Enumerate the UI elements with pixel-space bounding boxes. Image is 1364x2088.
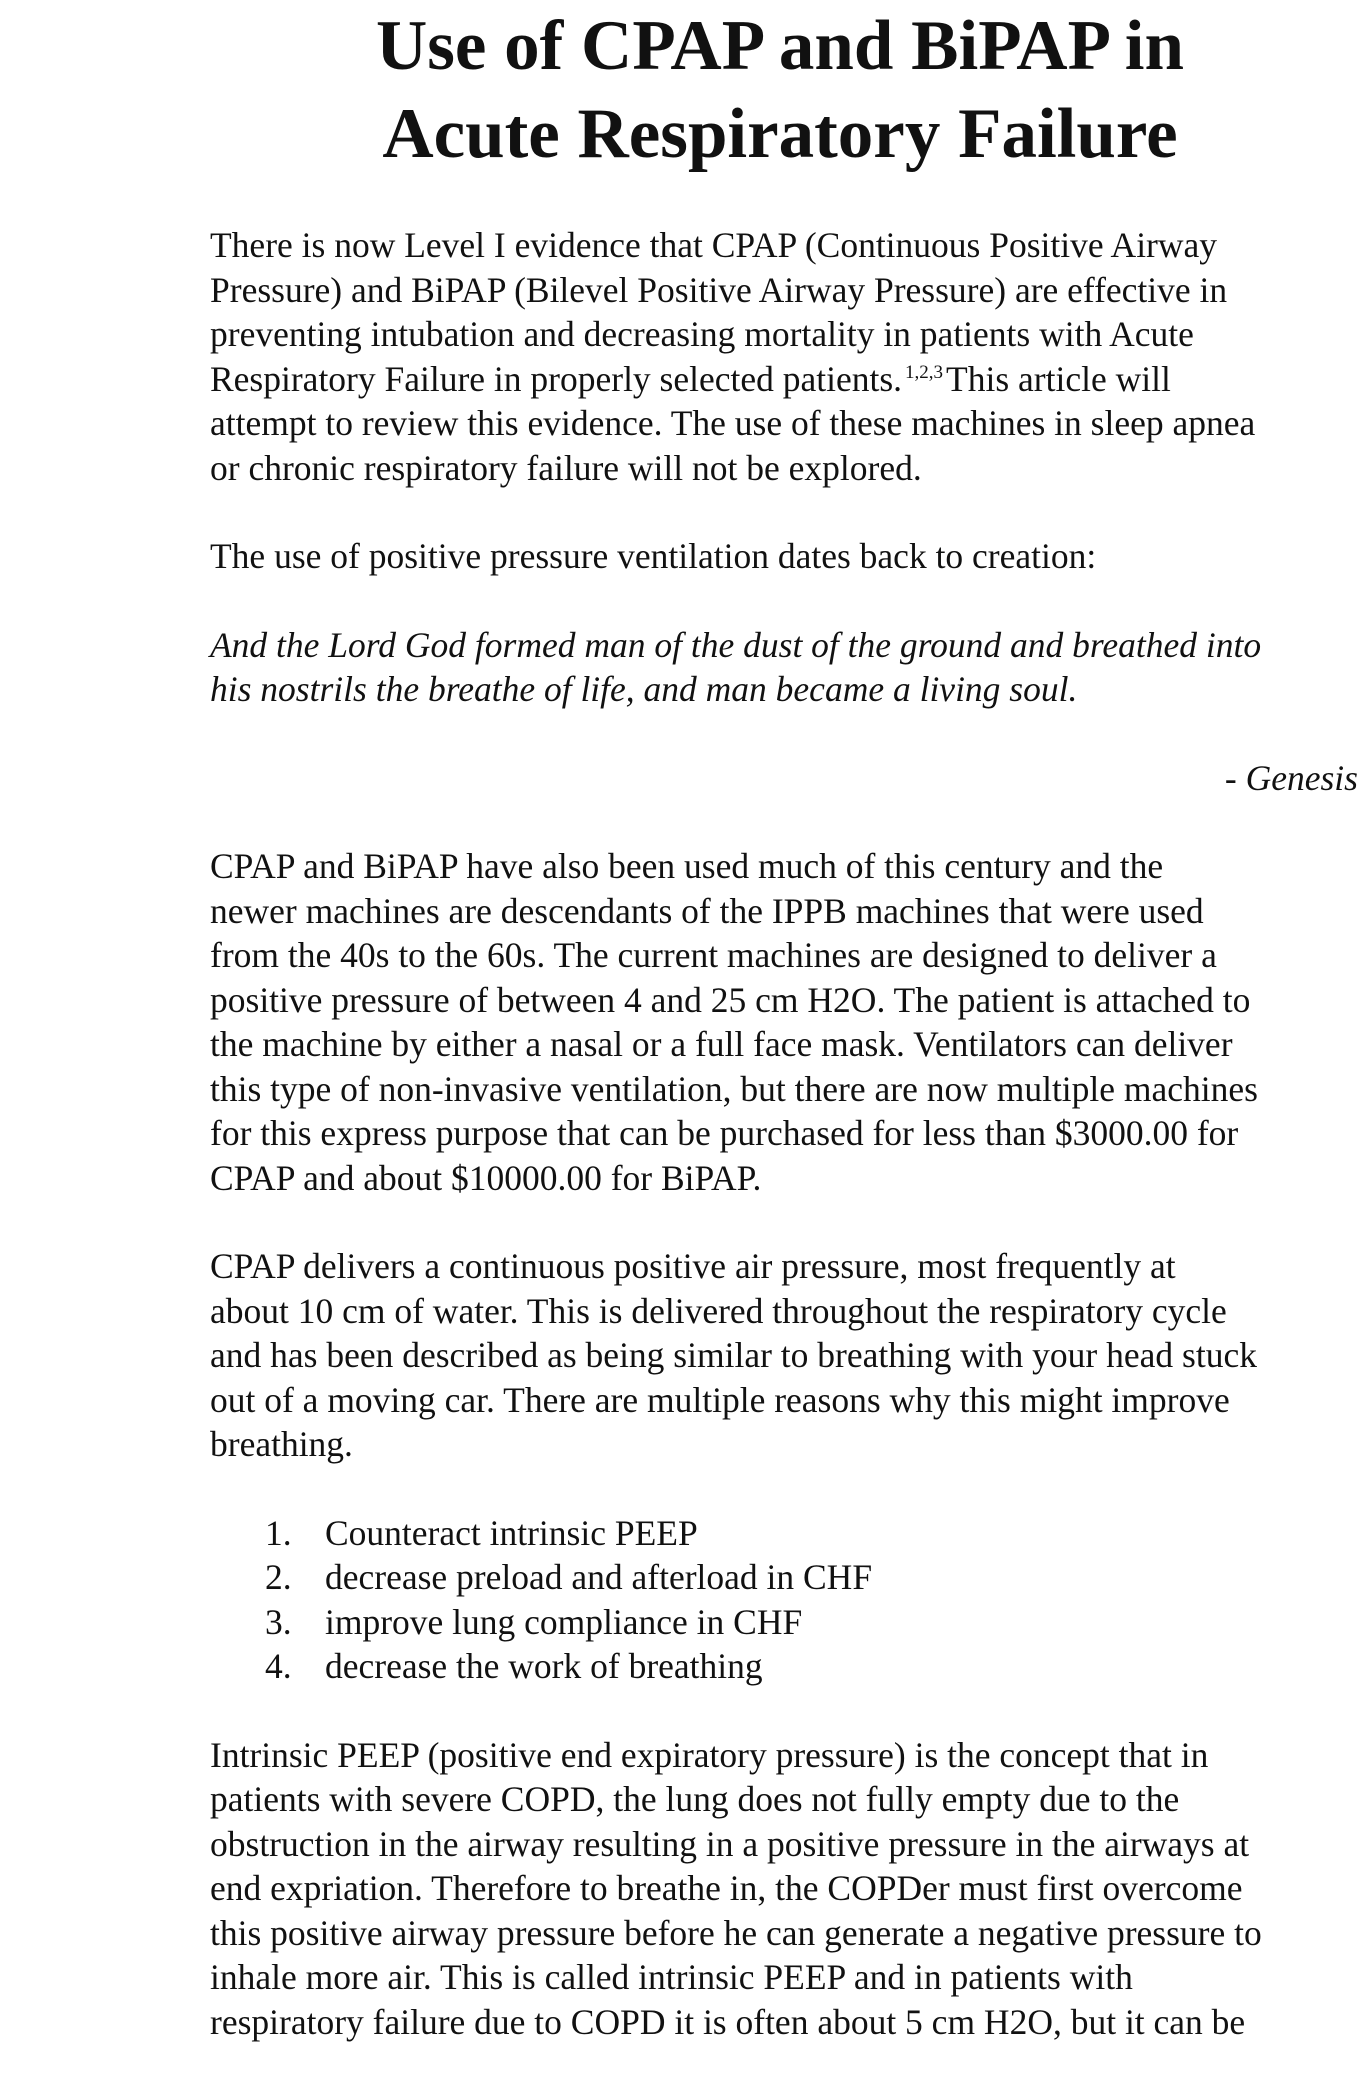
page-title xyxy=(0,2,1364,178)
text-fragment: This article will xyxy=(946,358,1171,399)
list-text: decrease the work of breathing xyxy=(325,1646,763,1686)
text-line: Intrinsic PEEP (positive end expiratory pressure) is the concept that in xyxy=(210,1734,1209,1775)
list-text: improve lung compliance in CHF xyxy=(325,1601,803,1642)
attribution-dash: - xyxy=(1224,757,1246,798)
intro-paragraph xyxy=(210,223,1360,490)
list-text: decrease preload and afterload in CHF xyxy=(325,1557,873,1597)
list-number: 2. xyxy=(265,1557,292,1597)
text-fragment: Respiratory Failure in properly selected patients. xyxy=(210,358,903,399)
list-number: 1. xyxy=(265,1512,292,1553)
text-line: newer machines are descendants of the IPPB machines that were used xyxy=(210,890,1204,931)
list-item xyxy=(210,1555,1360,1600)
text-line: breathing. xyxy=(210,1424,353,1464)
text-line: this positive airway pressure before he can generate a negative pressure to xyxy=(210,1912,1262,1953)
peep-paragraph xyxy=(210,1733,1360,2045)
title-line-2: Acute Respiratory Failure xyxy=(382,95,1178,173)
text-line: out of a moving car. There are multiple reasons why this might improve xyxy=(210,1379,1230,1420)
article-body xyxy=(210,223,1360,2088)
text-line: from the 40s to the 60s. The current machines are designed to deliver a xyxy=(210,935,1217,975)
text-line: CPAP and about $10000.00 for BiPAP. xyxy=(210,1157,762,1198)
machines-paragraph xyxy=(210,844,1360,1200)
list-item xyxy=(210,1511,1360,1556)
attribution-source: Genesis xyxy=(1245,757,1358,798)
text-line: respiratory failure due to COPD it is often about 5 cm H2O, but it can be xyxy=(210,2001,1246,2042)
text-line: end expriation. Therefore to breathe in, the COPDer must first overcome xyxy=(210,1868,1243,1908)
text-line: patients with severe COPD, the lung does not fully empty due to the xyxy=(210,1779,1180,1819)
text-line: attempt to review this evidence. The use of these machines in sleep apnea xyxy=(210,403,1256,443)
text-line-with-citation xyxy=(210,357,1360,402)
text-line: CPAP delivers a continuous positive air pressure, most frequently at xyxy=(210,1246,1176,1286)
text-line: about 10 cm of water. This is delivered throughout the respiratory cycle xyxy=(210,1290,1227,1331)
text-line: or chronic respiratory failure will not be explored. xyxy=(210,447,922,488)
history-paragraph xyxy=(210,534,1360,579)
text-line: There is now Level I evidence that CPAP (Continuous Positive Airway xyxy=(210,225,1218,265)
text-line: positive pressure of between 4 and 25 cm H2O. The patient is attached to xyxy=(210,979,1251,1020)
quote-line: his nostrils the breathe of life, and man became a living soul. xyxy=(210,669,1078,709)
text-line: for this express purpose that can be purchased for less than $3000.00 for xyxy=(210,1113,1239,1153)
text-line: CPAP and BiPAP have also been used much of this century and the xyxy=(210,846,1164,886)
list-number: 3. xyxy=(265,1601,292,1642)
text-line: inhale more air. This is called intrinsic PEEP and in patients with xyxy=(210,1957,1133,1997)
text-line: and has been described as being similar to breathing with your head stuck xyxy=(210,1335,1257,1375)
text-line: The use of positive pressure ventilation dates back to creation: xyxy=(210,536,1097,576)
list-number: 4. xyxy=(265,1646,292,1686)
text-line: obstruction in the airway resulting in a positive pressure in the airways at xyxy=(210,1823,1250,1864)
text-line: Pressure) and BiPAP (Bilevel Positive Airway Pressure) are effective in xyxy=(210,269,1228,310)
title-line-1: Use of CPAP and BiPAP in xyxy=(375,7,1184,85)
scripture-quote xyxy=(210,623,1360,712)
list-text: Counteract intrinsic PEEP xyxy=(325,1512,698,1553)
list-item xyxy=(210,1644,1360,1689)
text-line: the machine by either a nasal or a full face mask. Ventilators can deliver xyxy=(210,1024,1233,1064)
list-item xyxy=(210,1600,1360,1645)
text-line: preventing intubation and decreasing mortality in patients with Acute xyxy=(210,314,1194,354)
text-line: this type of non-invasive ventilation, but there are now multiple machines xyxy=(210,1068,1258,1109)
cpap-paragraph xyxy=(210,1244,1360,1467)
citation-superscript: 1,2,3 xyxy=(905,361,944,383)
reasons-list xyxy=(210,1511,1360,1689)
quote-attribution xyxy=(210,756,1358,801)
quote-line: And the Lord God formed man of the dust of the ground and breathed into xyxy=(210,624,1262,665)
